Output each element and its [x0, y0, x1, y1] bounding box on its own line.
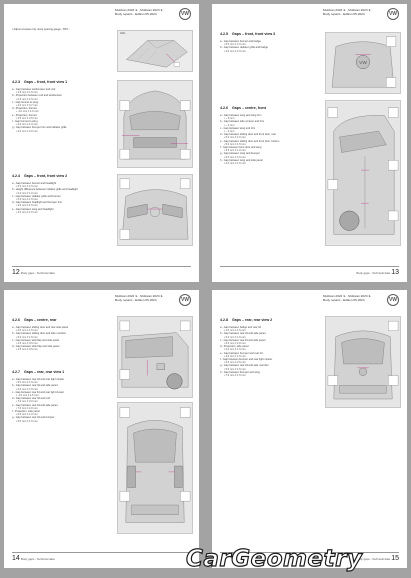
gap-list [12, 326, 82, 352]
gap-list [220, 326, 290, 377]
list-value: • 2.0 mm ± 1.5 mm [224, 329, 246, 333]
page-footer [12, 552, 191, 562]
header-model: Multivan 2022 ➤ , Multivan 2023 ➤ [115, 294, 164, 298]
list-value: • 6.0 mm ± 1.5 mm [224, 162, 246, 166]
list-value: • -1.0 mm ± 1.0 mm [16, 110, 39, 114]
list-value: • 6.0 mm ± 1.5 mm [224, 335, 246, 339]
list-value: • 0.0 mm ± 1.0 mm [16, 191, 38, 195]
vw-logo-icon: VW [179, 8, 191, 20]
figure-front-view-1 [117, 80, 193, 168]
list-value: • ~ 2 mm [224, 123, 235, 127]
list-item: a - Gap between rear lid and rear light cluster [12, 378, 65, 381]
list-value: • 6.0 mm ± 1.5 mm [16, 335, 38, 339]
page-footer [220, 266, 399, 276]
page-header [12, 8, 191, 24]
list-item: d - Gap between headlight and bumper trim [12, 201, 63, 205]
list-item: f - Gap bonnet to wing [12, 120, 38, 124]
gap-list [12, 182, 82, 214]
list-item: d - Gap between tank flap and side panel [12, 345, 60, 349]
figure-rear-view-1 [117, 402, 193, 534]
list-item: b - Height difference between radiator grille and headlight [12, 188, 78, 192]
header-model: Multivan 2022 ➤ , Multivan 2023 ➤ [323, 8, 372, 12]
vw-logo-icon: VW [387, 8, 399, 20]
list-value: • 2.0 mm ± 1.5 mm [16, 210, 38, 214]
section-heading: 4.2.8 Gaps – rear, rear view 2 [220, 318, 273, 322]
list-value: • 3.0 mm ± 1.5 mm [16, 204, 38, 208]
manual-page-14 [4, 290, 199, 568]
list-value: • 5.0 mm ± 1.5 mm [224, 43, 246, 47]
list-value: • 6.0 mm ± 1.5 mm [16, 329, 38, 333]
list-value: • 7.0 mm ± 1.5 mm [224, 374, 246, 378]
list-item: a - Gap between bonnet and badge [220, 40, 261, 43]
list-value: • 2.5 mm ± 0.5 mm [16, 348, 38, 352]
list-value: • 6.0 mm ± 1.5 mm [16, 185, 38, 189]
list-item: b - Gap between side contour and trim [220, 120, 265, 124]
list-value: • 7.0 mm ± 2.0 mm [16, 406, 38, 410]
list-item: c - Gap between tank flap and side panel [12, 338, 60, 342]
manual-page-13 [212, 4, 407, 282]
figure-front-view-2 [117, 174, 193, 246]
page-header [12, 294, 191, 310]
list-item: b - Gap between sliding door and side member [12, 332, 66, 336]
gap-list [220, 114, 290, 165]
list-value: • 6.0 mm ± 1.5 mm [224, 155, 246, 159]
list-item: f - Gap between front door and wing [220, 146, 262, 150]
list-value: • 6.0 mm ± 2.0 mm [224, 342, 246, 346]
footer-text: Body gaps - Technical data [21, 557, 55, 561]
header-edition: Body repairs - Edition 05.2024 [115, 12, 157, 17]
list-value: • 5.0 mm ± 1.5 mm [16, 419, 38, 423]
list-value: • 3.0 mm ± 1.5 mm [224, 354, 246, 358]
list-item: b - Gap between rear lid and side panel [220, 332, 266, 336]
section-heading: 4.2.3 Gaps – front, front view 1 [12, 80, 68, 84]
gap-list [220, 40, 290, 53]
list-item: a - Gap between wing and wing trim [220, 114, 262, 117]
list-value: • ~ 2 mm [224, 130, 235, 134]
page-number: 12 [12, 269, 20, 276]
section-heading: 4.2.5 Gaps – front, front view 3 [220, 32, 276, 36]
list-item: d - Gap between rear lid and roof [12, 397, 51, 401]
list-value: • ~ 6 mm [224, 117, 235, 121]
list-item: c - Gap between radiator grille and bonnet [12, 194, 61, 198]
list-value: • 0.0 mm ± 1.0 mm [16, 413, 38, 417]
figure-centre-rear [117, 316, 193, 398]
figure-front-view-3 [325, 32, 401, 94]
list-item: e - Gap between sliding door and front door, bottom [220, 139, 280, 143]
list-value: • 0.0 mm ± 1.5 mm [224, 348, 246, 352]
list-item: e - Projection, bonnet [12, 113, 37, 117]
list-item: b - Gap between rear lid and side panel [12, 384, 58, 388]
list-item: f - Projection, side panel [12, 410, 40, 414]
list-item: d - Projection, side panel [220, 345, 249, 349]
vw-logo-icon: VW [179, 294, 191, 306]
footer-text: Body gaps - Technical data [21, 271, 55, 275]
header-edition: Body repairs - Edition 05.2024 [323, 298, 365, 303]
list-value: • 3.5 mm ± 1.0 mm [224, 149, 246, 153]
section-heading: 4.2.6 Gaps – centre, front [220, 106, 266, 110]
list-item: d - Gap between sliding door and front door, rear [220, 133, 276, 137]
header-edition: Body repairs - Edition 05.2024 [323, 12, 365, 17]
list-value: • 6.0 mm ± 1.5 mm [16, 387, 38, 391]
list-item: g - Gap between rear lid and side member [220, 364, 269, 368]
list-item: f - Gap between bumper and rear light cluster [220, 358, 273, 362]
page-number: 14 [12, 555, 20, 562]
list-item: a - Gap between bonnet and headlight [12, 182, 57, 185]
footer-text: Body gaps - Technical data [356, 557, 390, 561]
list-item: e - Gap between wing and headlight [12, 207, 54, 211]
manual-page-12 [4, 4, 199, 282]
list-item: b - Projection between roof and windscreen [12, 94, 62, 98]
section-heading: 4.2.4 Gaps – front, front view 2 [12, 174, 68, 178]
page-header [220, 294, 399, 310]
list-value: • 7.0 mm ± 2.0 mm [16, 400, 38, 404]
page-header [220, 8, 399, 24]
list-value: • 5.0 mm ± 1.5 mm [16, 198, 38, 202]
figure-number: 3011 [120, 32, 126, 35]
header-edition: Body repairs - Edition 05.2024 [115, 298, 157, 303]
list-item: e - Gap between rear lid and side panel [12, 403, 58, 407]
vw-logo-icon: VW [387, 294, 399, 306]
figure-centre-front [325, 100, 401, 246]
list-item: g - Gap between wing and bumper [220, 152, 260, 156]
list-value: • 2.5 mm ± 2.5 mm [16, 116, 38, 120]
list-item: a - Gap between sliding door and rear side panel [12, 326, 69, 329]
page-number: 13 [391, 269, 399, 276]
list-item: c - Gap between rear lid and side panel [220, 338, 266, 342]
list-value: • 4.0 mm ± 0.7 mm [16, 104, 38, 108]
list-item: a - Gap between badge and rear lid [220, 326, 261, 329]
list-item: h - Gap between wing and side panel [220, 158, 263, 162]
header-model: Multivan 2022 ➤ , Multivan 2023 ➤ [115, 8, 164, 12]
list-value: • 2.5 mm ± 0.5 mm [16, 342, 38, 346]
section-heading: 4.2.6 Gaps – centre, rear [12, 318, 57, 322]
list-value: • 4.0 mm ± 1.0 mm [16, 123, 38, 127]
list-value: • 2.5 mm ± 1.5 mm [16, 91, 38, 95]
list-item: e - Gap between bumper and rear lid [220, 351, 263, 355]
list-value: • 5.0 mm ± 1.5 mm [224, 136, 246, 140]
header-model: Multivan 2022 ➤ , Multivan 2023 ➤ [323, 294, 372, 298]
list-value: • 5.0 mm ± 1.5 mm [224, 142, 246, 146]
list-value: • 3.0 mm ± 1.5 mm [224, 49, 246, 53]
footer-text: Body gaps - Technical data [356, 271, 390, 275]
list-value: • 4.0 mm ± 2.0 mm [16, 129, 38, 133]
list-item: h - Gap between bumper and wing [220, 370, 260, 374]
page-number: 15 [391, 555, 399, 562]
gap-list [12, 88, 82, 133]
list-item: c - Gap bonnet to wing [12, 100, 39, 104]
manual-page-15 [212, 290, 407, 568]
list-item: d - Projection, bonnet [12, 107, 37, 111]
gap-list [12, 378, 82, 423]
list-item: c - Gap between wing and trim [220, 126, 256, 130]
list-item: g - Gap between rear lid and bumper [12, 416, 55, 420]
page-footer [12, 266, 191, 276]
list-value: • 6.0 mm ± 2.0 mm [224, 361, 246, 365]
intro-note: • Adjust at areas only using spacing gauge - BST -. [12, 28, 71, 31]
svg-text:VW: VW [359, 60, 367, 66]
figure-rear-view-2 [325, 316, 401, 408]
figure-gauge [117, 30, 193, 72]
list-item: g - Gap between bumper trim and radiator grille [12, 126, 67, 130]
gauge-drawing [118, 31, 192, 71]
section-heading: 4.2.7 Gaps – rear, rear view 1 [12, 370, 65, 374]
list-item: c - Gap between rear lid and rear light cluster [12, 390, 64, 394]
watermark-logo: CarGeometry [186, 546, 363, 572]
list-item: a - Gap between windscreen and roof [12, 88, 56, 91]
list-value: • 5.0 mm ± 1.5 mm [224, 367, 246, 371]
list-value: • -1.5 mm ± 1.5 mm [16, 394, 39, 398]
list-value: • 5.0 mm ± 1.5 mm [16, 381, 38, 385]
list-value: • 0.0 mm ± 1.5 mm [16, 97, 38, 101]
list-item: b - Gap between radiator grille and badge [220, 46, 268, 50]
